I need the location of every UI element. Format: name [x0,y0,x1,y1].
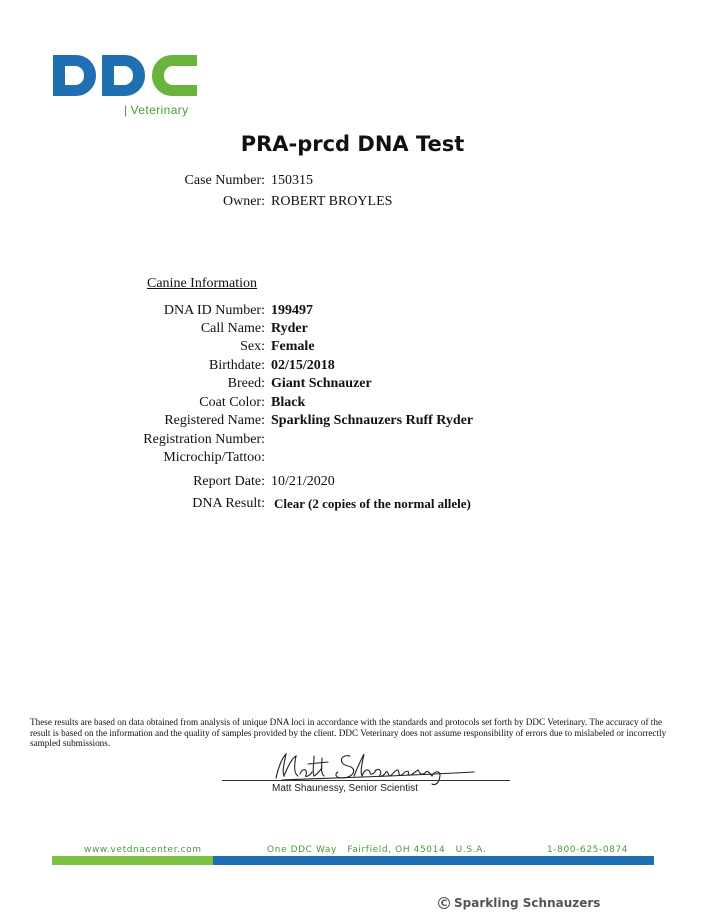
logo-subtitle: | Veterinary [124,103,189,117]
dna-result-value: Clear (2 copies of the normal allele) [274,496,471,511]
field-value: 199497 [271,303,313,318]
footer-phone: 1-800-625-0874 [547,845,629,855]
case-number-label: Case Number: [184,173,265,188]
field-value: Sparkling Schnauzers Ruff Ryder [271,413,474,428]
watermark [438,896,600,910]
report-date-label: Report Date: [193,474,265,489]
signature-line [222,780,510,781]
case-number-value: 150315 [271,173,313,188]
disclaimer-text: These results are based on data obtained from analysis of unique DNA loci in accordance with the standards and protocols set forth by DDC Veterinary. The accuracy of the result is based on the information and the quality of samples provided by the client. DDC Veterinary does not assume responsibility of errors due to mislabeled or incorrectly sampled submissions. [30,717,667,748]
page-title: PRA-prcd DNA Test [240,132,465,156]
footer-address: One DDC Way Fairfield, OH 45014 U.S.A. [267,845,487,855]
footer-bar-blue [213,856,654,865]
field-label: Registration Number: [143,432,265,447]
field-value: Female [271,339,315,354]
signer-name: Matt Shaunessy, Senior Scientist [272,783,418,794]
field-value: Ryder [271,321,308,336]
canine-info-heading: Canine Information [147,276,258,291]
owner-label: Owner: [223,194,265,209]
field-label: Coat Color: [199,395,265,410]
field-label: Birthdate: [209,358,265,373]
footer-website: www.vetdnacenter.com [84,845,202,855]
field-label: Breed: [227,376,265,391]
owner-value: ROBERT BROYLES [271,194,393,209]
footer-bar-green [52,856,213,865]
signature-image [262,748,482,788]
field-label: Microchip/Tattoo: [163,450,265,465]
field-value: Black [271,395,306,410]
watermark-text: Sparkling Schnauzers [454,896,601,910]
field-value: 02/15/2018 [271,358,335,373]
field-value: Giant Schnauzer [271,376,372,391]
report-date-value: 10/21/2020 [271,474,335,489]
field-label: Sex: [240,339,265,354]
field-label: Registered Name: [164,413,265,428]
copyright-icon: C [438,897,450,909]
field-label: DNA ID Number: [163,303,265,318]
field-label: Call Name: [200,321,265,336]
dna-result-label: DNA Result: [192,496,265,511]
